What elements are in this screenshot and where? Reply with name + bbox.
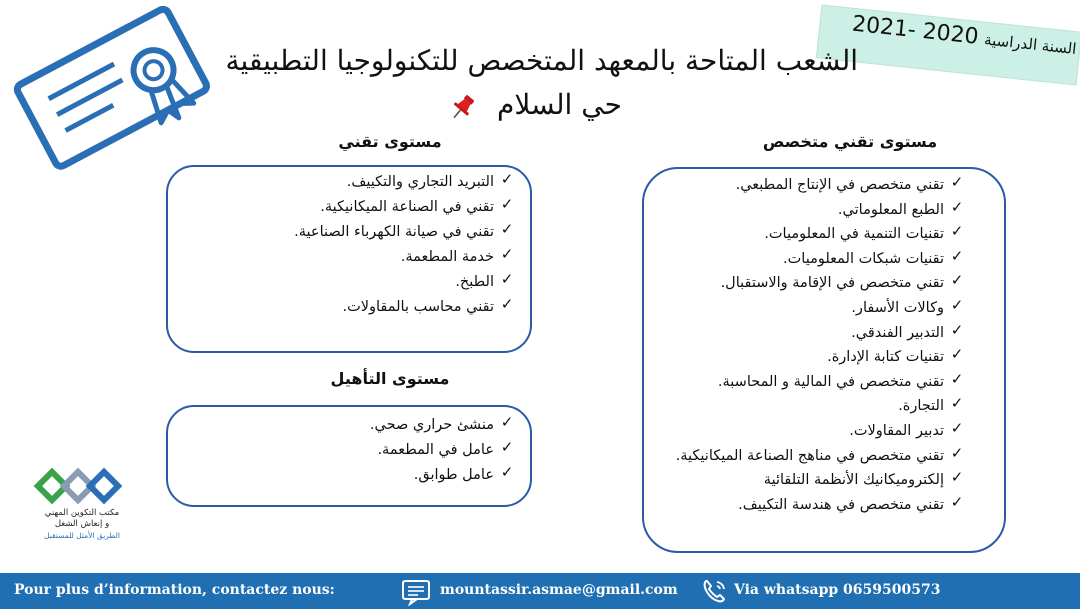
- specialise-list: [660, 173, 970, 517]
- list-item-label: خدمة المطعمة.: [400, 249, 494, 265]
- year-range: 2020 -2021: [850, 11, 980, 50]
- check-icon: ✓: [950, 271, 964, 290]
- check-icon: ✓: [500, 220, 514, 238]
- check-icon: ✓: [950, 492, 964, 511]
- check-icon: ✓: [500, 438, 514, 456]
- logo-text: [28, 508, 136, 541]
- list-item-label: تقني متخصص في مناهج الصناعة الميكانيكية.: [675, 447, 944, 464]
- list-item: [220, 245, 520, 270]
- page-subtitle: [410, 88, 660, 128]
- email-icon: [400, 576, 432, 606]
- list-item: [220, 270, 520, 295]
- list-item: [220, 170, 520, 195]
- phone-icon: [700, 576, 730, 606]
- logo-line2: و إنعاش الشغل: [54, 519, 110, 529]
- year-label: السنة الدراسية: [983, 30, 1078, 59]
- specialise-title: مستوى تقني متخصص: [762, 132, 938, 151]
- list-item-label: تقنيات شبكات المعلوميات.: [783, 250, 944, 267]
- list-item: [660, 271, 970, 296]
- list-item: [660, 345, 970, 370]
- page-title: الشعب المتاحة بالمعهد المتخصص للتكنولوجيا التطبيقية: [225, 44, 858, 77]
- list-item-label: التدبير الفندقي.: [851, 324, 944, 341]
- list-item-label: تقنيات التنمية في المعلوميات.: [764, 226, 944, 243]
- list-item: [220, 438, 520, 463]
- list-item-label: منشئ حراري صحي.: [369, 417, 494, 433]
- list-item: [660, 493, 970, 518]
- list-item-label: عامل في المطعمة.: [377, 442, 494, 458]
- list-item-label: تقني متخصص في المالية و المحاسبة.: [717, 373, 944, 390]
- list-item-label: التبريد التجاري والتكييف.: [346, 174, 494, 190]
- check-icon: ✓: [950, 418, 964, 437]
- list-item: [220, 413, 520, 438]
- list-item: [660, 198, 970, 223]
- check-icon: ✓: [950, 369, 964, 388]
- check-icon: ✓: [950, 320, 964, 339]
- list-item: [660, 296, 970, 321]
- list-item: [660, 394, 970, 419]
- list-item-label: تقني في صيانة الكهرباء الصناعية.: [294, 224, 494, 240]
- list-item: [660, 468, 970, 493]
- check-icon: ✓: [950, 295, 964, 314]
- list-item-label: الطبخ.: [455, 274, 494, 290]
- list-item-label: تقني محاسب بالمقاولات.: [342, 299, 494, 315]
- footer-bar: [0, 573, 1080, 609]
- footer-info: Pour plus d’information, contactez nous:: [14, 582, 335, 598]
- pushpin-icon: [448, 92, 478, 122]
- list-item-label: تقني متخصص في الإقامة والاستقبال.: [720, 275, 944, 292]
- list-item-label: وكالات الأسفار.: [851, 299, 944, 316]
- check-icon: ✓: [500, 463, 514, 481]
- technicien-list: [220, 170, 520, 320]
- logo-tagline: الطريق الأمثل للمستقبل: [44, 531, 120, 540]
- check-icon: ✓: [950, 197, 964, 216]
- footer-email[interactable]: mountassir.asmae@gmail.com: [440, 582, 678, 598]
- list-item: [220, 220, 520, 245]
- check-icon: ✓: [950, 173, 964, 191]
- subtitle-text: حي السلام: [497, 88, 622, 121]
- list-item: [660, 444, 970, 469]
- check-icon: ✓: [500, 270, 514, 288]
- list-item: [660, 173, 970, 198]
- list-item-label: تقني متخصص في هندسة التكييف.: [738, 496, 944, 513]
- list-item-label: إلكتروميكانيك الأنظمة التلقائية: [763, 472, 944, 489]
- check-icon: ✓: [950, 468, 964, 487]
- list-item: [220, 195, 520, 220]
- check-icon: ✓: [950, 345, 964, 364]
- list-item: [660, 370, 970, 395]
- check-icon: ✓: [950, 443, 964, 462]
- list-item: [660, 247, 970, 272]
- list-item: [660, 321, 970, 346]
- list-item-label: التجارة.: [898, 398, 944, 415]
- certificate-icon: [4, 2, 218, 170]
- list-item-label: عامل طوابق.: [413, 467, 494, 483]
- qualification-title: مستوى التأهيل: [330, 369, 450, 388]
- check-icon: ✓: [500, 245, 514, 263]
- list-item-label: تدبير المقاولات.: [849, 422, 944, 439]
- logo-line1: مكتب التكوين المهني: [44, 508, 120, 518]
- list-item: [220, 295, 520, 320]
- list-item: [660, 222, 970, 247]
- list-item: [660, 419, 970, 444]
- list-item-label: تقنيات كتابة الإدارة.: [827, 349, 944, 366]
- footer-whatsapp[interactable]: Via whatsapp 0659500573: [734, 582, 941, 598]
- list-item-label: الطبع المعلوماتي.: [837, 201, 944, 218]
- check-icon: ✓: [500, 170, 514, 188]
- technicien-title: مستوى تقني: [338, 132, 442, 151]
- check-icon: ✓: [500, 195, 514, 213]
- check-icon: ✓: [950, 246, 964, 265]
- list-item-label: تقني متخصص في الإنتاج المطبعي.: [735, 177, 944, 193]
- list-item: [220, 463, 520, 488]
- check-icon: ✓: [950, 222, 964, 241]
- list-item-label: تقني في الصناعة الميكانيكية.: [320, 199, 494, 215]
- check-icon: ✓: [500, 295, 514, 313]
- check-icon: ✓: [500, 413, 514, 431]
- check-icon: ✓: [950, 394, 964, 413]
- qualification-list: [220, 413, 520, 488]
